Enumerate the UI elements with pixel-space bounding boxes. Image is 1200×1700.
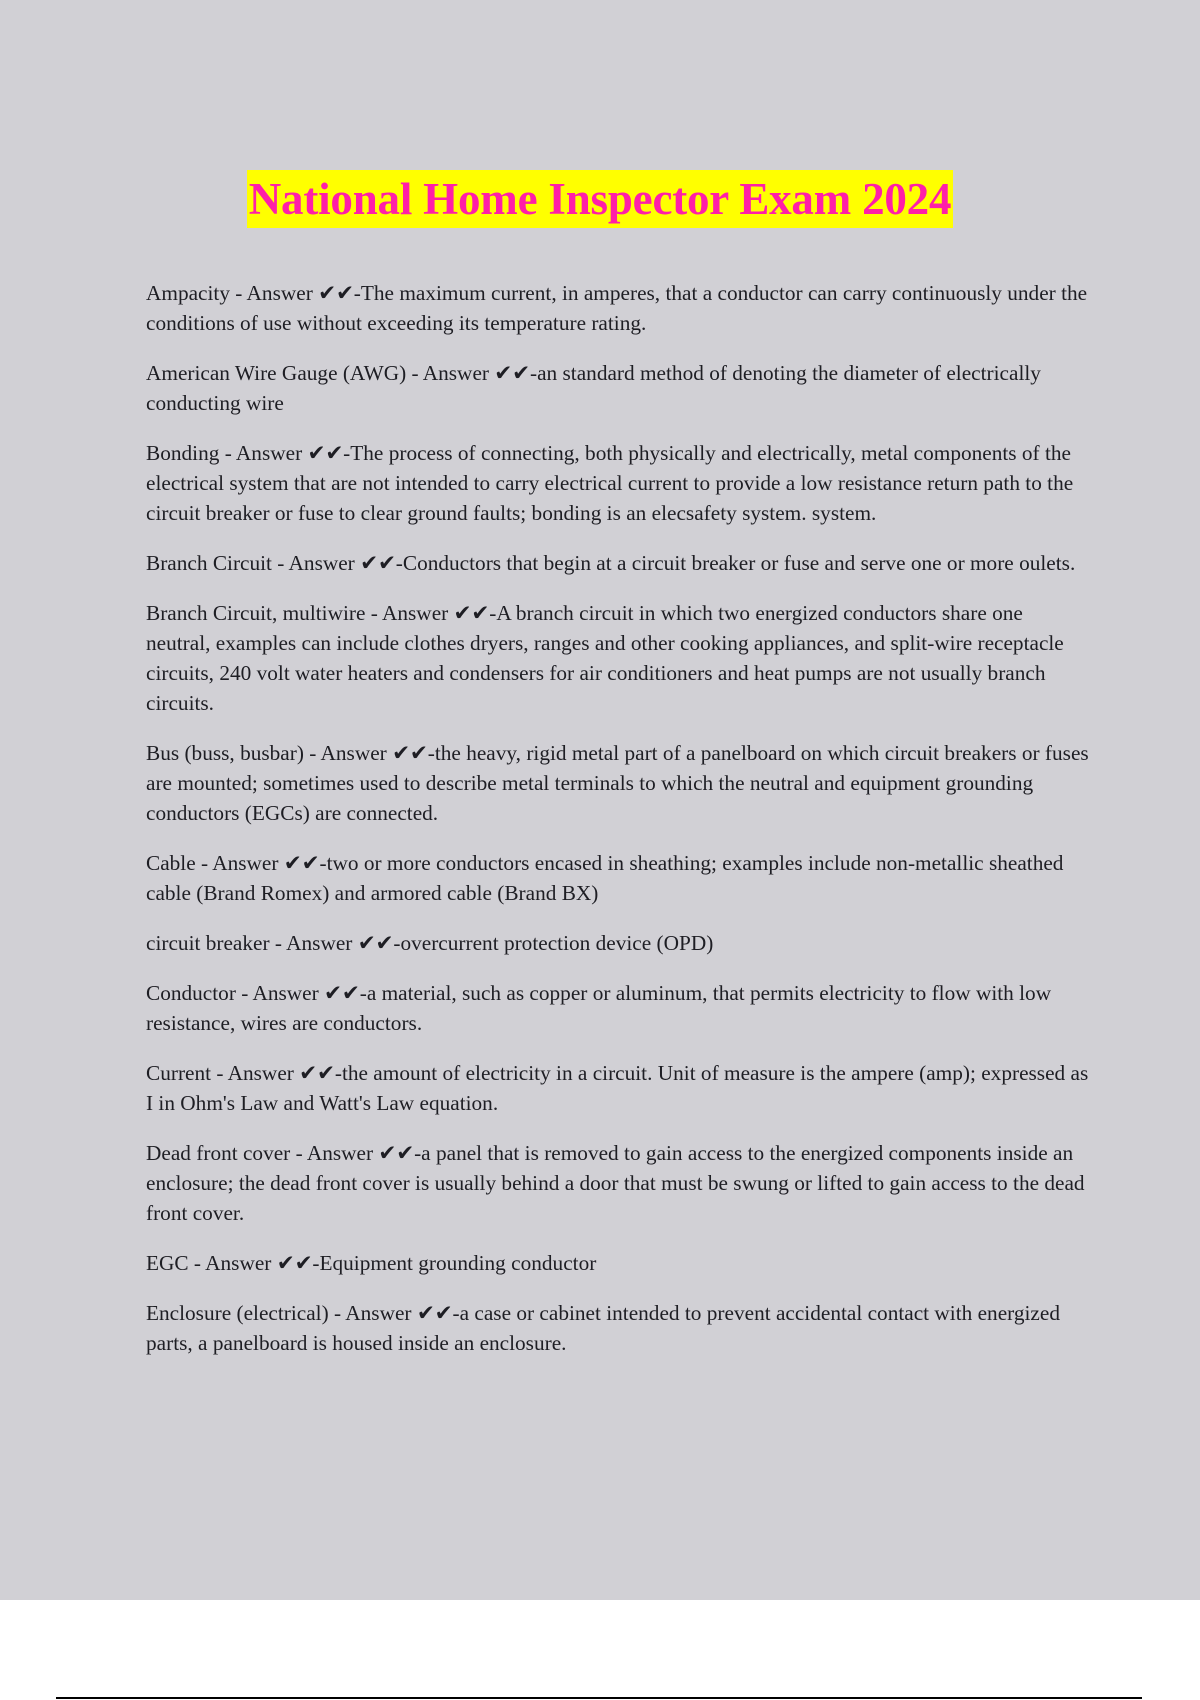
entry-current: Current - Answer ✔✔-the amount of electricity in a circuit. Unit of measure is the ampere (amp); expressed as I in Ohm's Law and Watt's Law equation. xyxy=(146,1061,1089,1115)
entry-ampacity: Ampacity - Answer ✔✔-The maximum current, in amperes, that a conductor can carry continuously under the conditions of use without exceeding its temperature rating. xyxy=(146,281,1088,335)
entry-enclosure: Enclosure (electrical) - Answer ✔✔-a case or cabinet intended to prevent accidental contact with energized parts, a panelboard is housed inside an enclosure. xyxy=(146,1301,1060,1355)
entry-branch-circuit-multiwire: Branch Circuit, multiwire - Answer ✔✔-A branch circuit in which two energized conductors share one neutral, examples can include clothes dryers, ranges and other cooking appliances, and split-wire receptacle circuits, 240 volt water heaters and condensers for air conditioners and heat pumps are not usually branch circuits. xyxy=(146,601,1064,715)
glossary-entries xyxy=(146,278,1090,1378)
footer-divider xyxy=(56,1697,1142,1699)
entry-bonding: Bonding - Answer ✔✔-The process of connecting, both physically and electrically, metal components of the electrical system that are not intended to carry electrical current to provide a low resistance return path to the circuit breaker or fuse to clear ground faults; bonding is an elecsafety system. system. xyxy=(146,441,1074,525)
entry-conductor: Conductor - Answer ✔✔-a material, such as copper or aluminum, that permits electricity to flow with low resistance, wires are conductors. xyxy=(146,981,1052,1035)
entry-cable: Cable - Answer ✔✔-two or more conductors encased in sheathing; examples include non-metallic sheathed cable (Brand Romex) and armored cable (Brand BX) xyxy=(146,851,1064,905)
entry-branch-circuit: Branch Circuit - Answer ✔✔-Conductors that begin at a circuit breaker or fuse and serve one or more oulets. xyxy=(146,551,1076,575)
entry-dead-front-cover: Dead front cover - Answer ✔✔-a panel that is removed to gain access to the energized components inside an enclosure; the dead front cover is usually behind a door that must be swung or lifted to gain access to the dead front cover. xyxy=(146,1141,1085,1225)
title-container xyxy=(0,170,1200,228)
entry-circuit-breaker: circuit breaker - Answer ✔✔-overcurrent protection device (OPD) xyxy=(146,931,714,955)
document-title: National Home Inspector Exam 2024 xyxy=(247,170,954,228)
entry-egc: EGC - Answer ✔✔-Equipment grounding conductor xyxy=(146,1251,597,1275)
entry-american-wire-gauge: American Wire Gauge (AWG) - Answer ✔✔-an standard method of denoting the diameter of electrically conducting wire xyxy=(146,361,1041,415)
entry-bus: Bus (buss, busbar) - Answer ✔✔-the heavy, rigid metal part of a panelboard on which circuit breakers or fuses are mounted; sometimes used to describe metal terminals to which the neutral and equipment grounding conductors (EGCs) are connected. xyxy=(146,741,1089,825)
